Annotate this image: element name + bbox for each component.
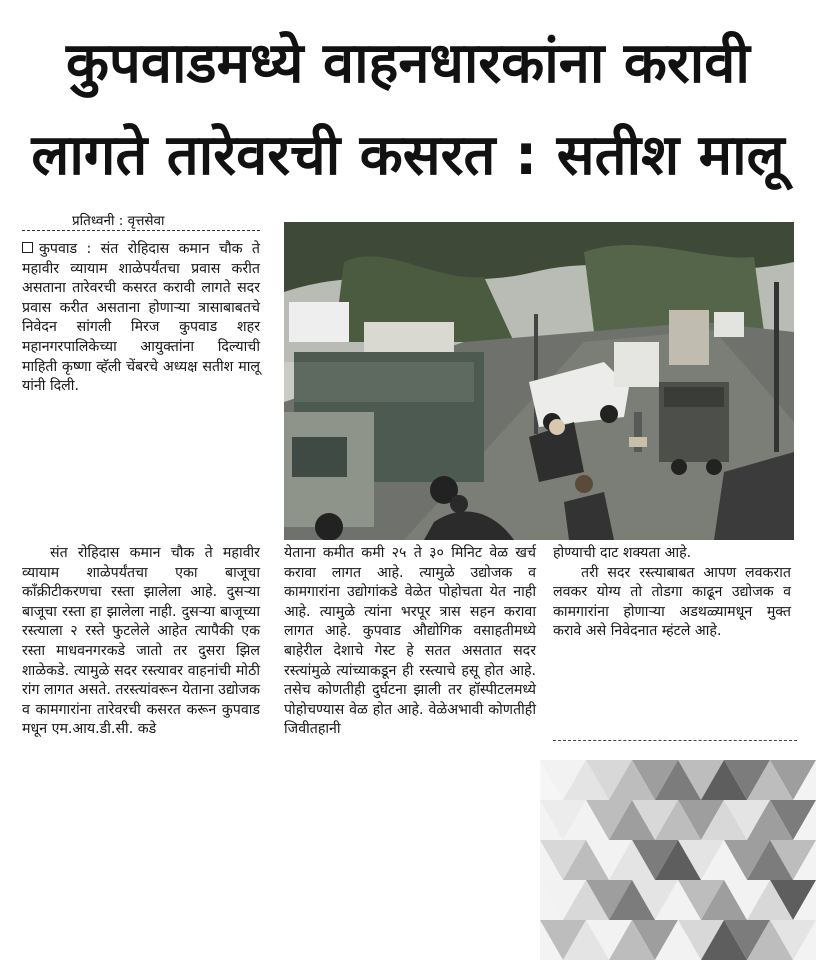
paragraph-intro [22,240,260,397]
headline-line-1: कुपवाडमध्ये वाहनधारकांना करावी [66,31,750,96]
article-column-1 [22,240,260,397]
article-column-1-continued [22,544,260,740]
paragraph-2: संत रोहिदास कमान चौक ते महावीर व्यायाम शाळेपर्यंतचा एका बाजूचा कॉंक्रीटीकरणचा रस्ता झालेला आहे. दुसऱ्या बाजूचा रस्ता हा झालेला नाही. दुसऱ्या बाजूच्या रस्त्याला २ रस्ते फुटलेले आहेत त्यापैकी एक रस्ता माधवनगरकडे जातो तर दुसरा झिल शाळेकडे. त्यामुळे सदर रस्त्यावर वाहनांची मोठी रांग लागत असते. तरस्त्यांवरून येताना उद्योजक व कामगारांना तारेवरची कसरत करून कुपवाड मधून एम.आय.डी.सी. कडे [22,545,260,738]
article-column-3 [553,544,791,642]
dateline: प्रतिध्वनी : वृत्तसेवा [22,212,260,231]
paragraph-3: येताना कमीत कमी २५ ते ३० मिनिट वेळ खर्च करावा लागत आहे. त्यामुळे उद्योजक व कामगारांना उद्योगांकडे वेळेत पोहोचता येत नाही आहे. त्यामुळे त्यांना भरपूर त्रास सहन करावा लागत आहे. कुपवाड औद्योगिक वसाहतीमध्ये बाहेरील देशाचे गेस्ट हे सतत असतात सदर रस्त्यांमुळे त्यांच्याकडून ही रस्त्याचे हसू होत आहे. तसेच कोणतीही दुर्घटना झाली तर हॉस्पीटलमध्ये पोहोचण्यास वेळ होत आहे. वेळेअभावी कोणतीही जिवीतहानी [284,545,536,738]
triangle-pattern-graphic [540,760,816,960]
headline-line-2: लागते तारेवरची कसरत : सतीश मालू [31,123,785,188]
article-column-2 [284,544,536,740]
paragraph-intro-text: कुपवाड : संत रोहिदास कमान चौक ते महावीर व्यायाम शाळेपर्यंतचा प्रवास करीत असताना तारेवरची कसरत करावी लागते सदर प्रवास करीत असताना होणाऱ्या त्रासाबाबतचे निवेदन सांगली मिरज कुपवाड शहर महानगरपालिकेच्या आयुक्तांना दिल्याची माहिती कृष्णा व्हॅली चेंबरचे अध्यक्ष सतीश मालू यांनी दिली. [22,241,260,395]
decorative-pattern [540,760,816,960]
photo-illustration [284,222,794,540]
street-traffic-photo [284,222,794,540]
paragraph-5: तरी सदर रस्त्याबाबत आपण लवकरात लवकर योग्य तो तोडगा काढून उद्योजक व कामगारांना होणाऱ्या अडथळ्यामधून मुक्त करावे असे निवेदनात म्हंटले आहे. [553,564,791,640]
column-divider [553,740,797,741]
square-bullet-icon [22,242,33,253]
paragraph-4: होण्याची दाट शक्यता आहे. [553,545,692,561]
